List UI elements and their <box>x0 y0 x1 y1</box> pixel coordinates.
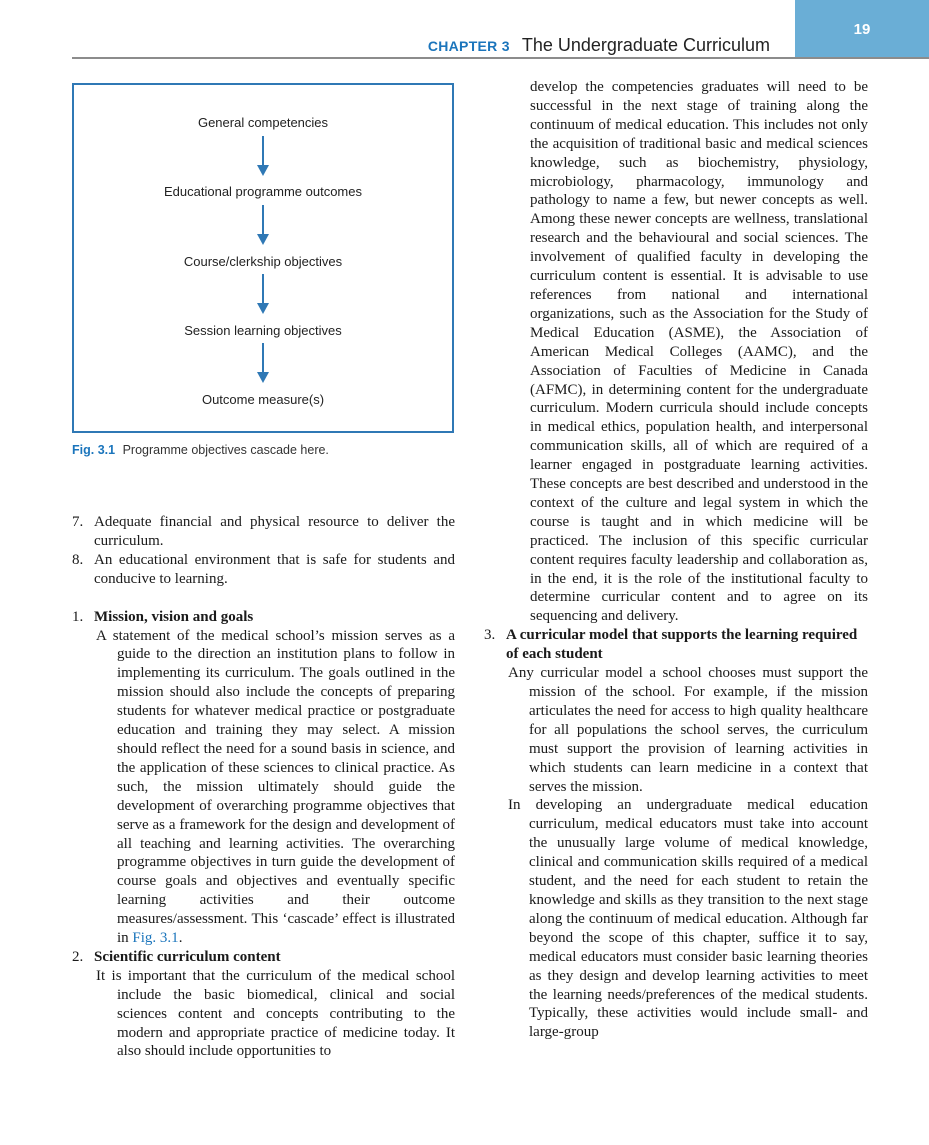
cascade-step-2: Educational programme outcomes <box>164 184 362 199</box>
running-header <box>300 35 770 56</box>
page-number-tab <box>795 0 929 57</box>
section-body: Any curricular model a school chooses must support the mission of the school. For example, if the mission articulates the need for access to high quality healthcare for all populations the school serves, the curriculum must support the provision of learning activities in which students can learn medicine in a context that serves the mission. <box>508 665 868 795</box>
down-arrow-icon <box>255 343 271 383</box>
figure-caption-text: Programme objectives cascade here. <box>122 443 329 457</box>
section-heading: 3. A curricular model that supports the learning required of each student <box>484 627 858 663</box>
figure-reference-link[interactable]: Fig. 3.1 <box>132 930 179 947</box>
section-heading: 1. Mission, vision and goals <box>72 608 254 625</box>
figure-caption-label: Fig. 3.1 <box>72 443 116 457</box>
left-column <box>72 513 455 1061</box>
right-column <box>484 78 868 1042</box>
cascade-step-5: Outcome measure(s) <box>201 392 325 407</box>
chapter-label: CHAPTER 3 <box>427 38 510 54</box>
section-body: A statement of the medical school’s mission serves as a guide to the direction an institution plans to follow in implementing its curriculum. The goals outlined in the mission should also include the concepts of preparing students for whatever medical practice or postgraduate education and training they may select. A mission should reflect the need for a sound basis in science, and the application of these sciences to clinical practice. As such, the mission ultimately should guide the development of overarching programme objectives that serve as a framework for the design and development of all teaching and learning activities. The overarching programme objectives in turn guide the development of course goals and objectives and eventually specific learning activities and their outcome measures/assessment. This ‘cascade’ effect is illustrated in Fig. 3.1. <box>96 627 455 947</box>
cascade-step-3: Course/clerkship objectives <box>183 254 343 269</box>
list-item: 8. An educational environment that is safe for students and conducive to learning. <box>72 551 455 587</box>
continued-paragraph: develop the competencies graduates will need to be successful in the next stage of training along the continuum of medical education. This includes not only the acquisition of traditional basic and medical sciences knowledge, such as biochemistry, physiology, microbiology, pharmacology, immunology and pathology to name a few, but newer concepts as well. Among these newer concepts are wellness, translational research and the behavioural and social sciences. The involvement of qualified faculty in developing the curriculum content is essential. It is advisable to use references from national and international organizations, such as the Association for the Study of Medical Education (ASME), the Association of American Medical Colleges (AAMC), and the Association of Faculties of Medicine in Canada (AFMC), in determining content for the undergraduate curriculum. Modern curricula should include concepts in medical ethics, population health, and interpersonal communication skills, all of which are required of a learner engaged in postgraduate learning activities. These concepts are best described and understood in the context of the culture and legal system in which the course is taught and in which medicine will be practiced. The inclusion of this specific curricular content requires faculty leadership and collaboration as, in the end, it is the role of the institutional faculty to determine curricular content and to agree on its sequencing and delivery. <box>530 79 868 625</box>
down-arrow-icon <box>255 205 271 245</box>
figure-cascade-diagram <box>72 83 454 433</box>
page-number: 19 <box>853 21 871 38</box>
section-heading: 2. Scientific curriculum content <box>72 948 281 965</box>
cascade-step-4: Session learning objectives <box>184 323 342 338</box>
chapter-title: The Undergraduate Curriculum <box>521 35 770 55</box>
down-arrow-icon <box>255 136 271 176</box>
down-arrow-icon <box>255 274 271 314</box>
figure-caption <box>72 443 329 457</box>
list-item: 7. Adequate financial and physical resource to deliver the curriculum. <box>72 514 455 549</box>
section-body: It is important that the curriculum of the medical school include the basic biomedical, clinical and social sciences content and concepts contributing to the modern and appropriate practice of medicine today. It also should include opportunities to <box>96 967 455 1060</box>
cascade-step-1: General competencies <box>197 115 329 130</box>
section-body: In developing an undergraduate medical education curriculum, medical educators must take into account the unusually large volume of medical knowledge, clinical and communication skills required of a medical student, and the need for each student to retain the knowledge and skills as they transition to the next stage along the continuum of medical education. Although far beyond the scope of this chapter, suffice it to say, medical educators must consider basic learning theories as they design and develop learning activities to meet the learning needs/preferences of the medical students. Typically, these activities would include small- and large-group <box>508 797 868 1041</box>
header-divider <box>72 57 929 59</box>
